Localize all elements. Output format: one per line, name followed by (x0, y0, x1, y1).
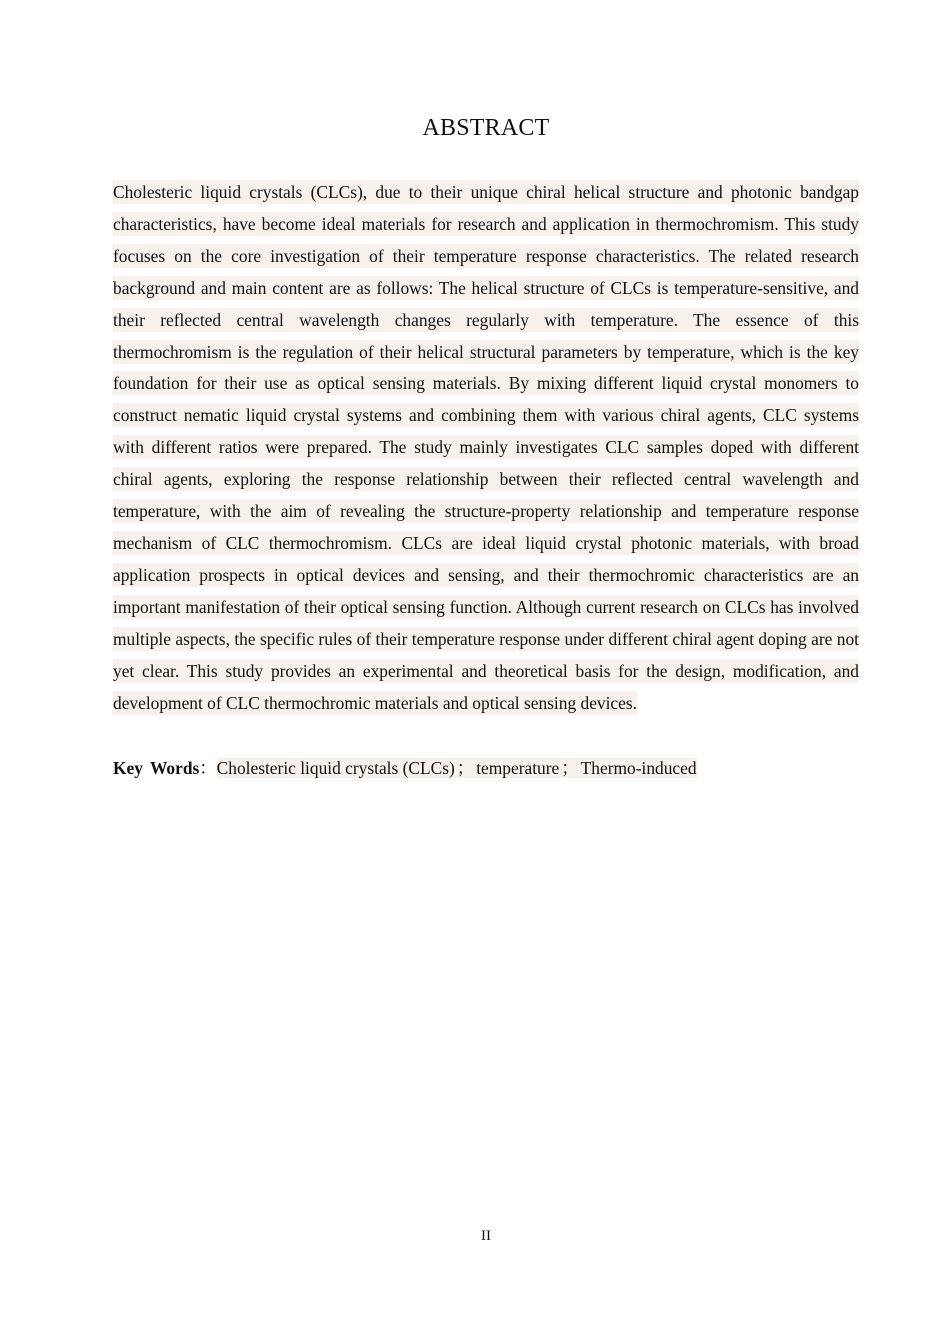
keyword-separator: ； (456, 758, 475, 778)
keywords-line (113, 754, 859, 782)
keyword-item: temperature (476, 758, 560, 778)
keywords-colon: ： (199, 758, 217, 778)
abstract-paragraph (113, 177, 859, 719)
keyword-item: Thermo-induced (580, 758, 697, 778)
keyword-item: Cholesteric liquid crystals (CLCs) (216, 758, 455, 778)
keywords-label: Key Words (113, 758, 200, 778)
abstract-text: Cholesteric liquid crystals (CLCs), due to their unique chiral helical structure and photonic bandgap characteristics, have become ideal materials for research and application in thermochromism. This study focuses on the core investigation of their temperature response characteristics. The related research background and main content are as follows: The helical structure of CLCs is temperature-sensitive, and their reflected central wavelength changes regularly with temperature. The essence of this thermochromism is the regulation of their helical structural parameters by temperature, which is the key foundation for their use as optical sensing materials. By mixing different liquid crystal monomers to construct nematic liquid crystal systems and combining them with various chiral agents, CLC systems with different ratios were prepared. The study mainly investigates CLC samples doped with different chiral agents, exploring the response relationship between their reflected central wavelength and temperature, with the aim of revealing the structure-property relationship and temperature response mechanism of CLC thermochromism. CLCs are ideal liquid crystal photonic materials, with broad application prospects in optical devices and sensing, and their thermochromic characteristics are an important manifestation of their optical sensing function. Although current research on CLCs has involved multiple aspects, the specific rules of their temperature response under different chiral agent doping are not yet clear. This study provides an experimental and theoretical basis for the design, modification, and development of CLC thermochromic materials and optical sensing devices. (113, 182, 859, 713)
page-number: II (481, 1228, 491, 1244)
keyword-separator: ； (561, 758, 579, 778)
abstract-title: ABSTRACT (422, 115, 550, 141)
